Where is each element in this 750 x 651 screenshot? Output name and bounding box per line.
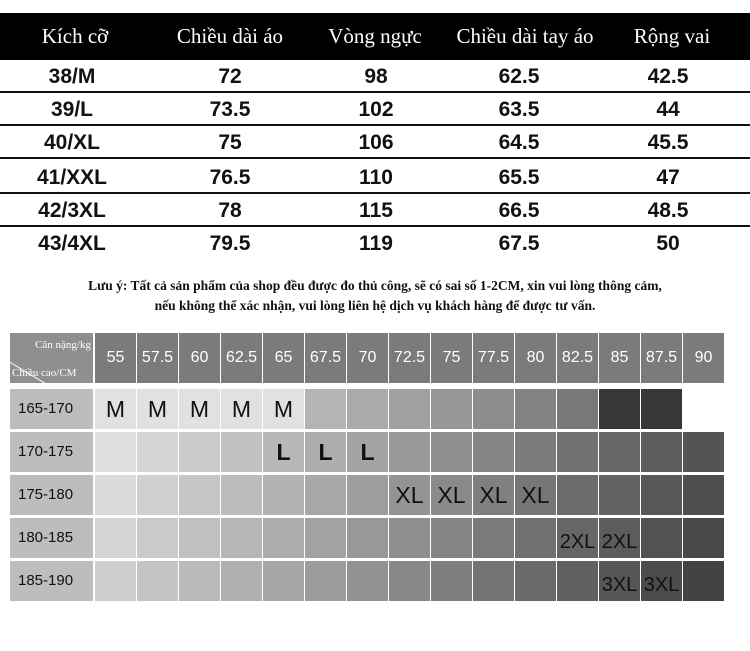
size-label: 3XL	[601, 574, 638, 596]
grid-cell	[683, 389, 724, 429]
size-cell: 45.5	[647, 131, 689, 154]
size-row	[0, 227, 750, 261]
size-cell: 42/3XL	[38, 199, 106, 222]
weight-header-cell: 75	[431, 333, 472, 383]
grid-cell	[137, 561, 178, 601]
grid-cell	[473, 389, 514, 429]
grid-cell	[179, 475, 220, 515]
size-cell: 62.5	[498, 65, 540, 88]
grid-cell	[221, 475, 262, 515]
grid-cell	[389, 432, 430, 472]
weight-axis-label: Cân nặng/kg	[35, 339, 91, 351]
grid-cell	[641, 475, 682, 515]
grid-cell	[515, 518, 556, 558]
grid-cell	[389, 389, 430, 429]
grid-cell	[431, 389, 472, 429]
size-cell: 102	[358, 98, 394, 121]
note-line-2: nếu không thể xác nhận, vui lòng liên hệ dịch vụ khách hàng để được tư vấn.	[154, 298, 596, 313]
grid-cell	[473, 561, 514, 601]
grid-cell	[263, 518, 304, 558]
size-cell: 40/XL	[43, 131, 101, 154]
grid-cell	[179, 561, 220, 601]
grid-cell	[95, 432, 136, 472]
grid-cell	[95, 518, 136, 558]
grid-cell	[599, 389, 640, 429]
size-cell: 44	[656, 98, 680, 121]
grid-cell	[347, 561, 388, 601]
weight-header-cell: 80	[515, 333, 556, 383]
grid-cell	[557, 561, 598, 601]
grid-cell	[137, 432, 178, 472]
row-divider	[0, 157, 750, 159]
size-cell: 72	[218, 65, 242, 88]
height-header-cell: 170-175	[10, 432, 93, 472]
grid-cell	[641, 518, 682, 558]
grid-cell	[179, 518, 220, 558]
size-cell: 47	[656, 166, 680, 189]
height-header-cell: 180-185	[10, 518, 93, 558]
size-cell: 48.5	[647, 199, 689, 222]
grid-cell	[473, 432, 514, 472]
size-cell: 41/XXL	[36, 166, 108, 189]
size-label: 2XL	[559, 531, 596, 553]
height-header-cell: 175-180	[10, 475, 93, 515]
size-header-cell: Vòng ngực	[328, 24, 422, 48]
grid-cell	[557, 389, 598, 429]
grid-cell	[305, 389, 346, 429]
grid-cell	[221, 561, 262, 601]
grid-cell	[347, 518, 388, 558]
size-cell: 79.5	[209, 232, 251, 255]
size-cell: 63.5	[498, 98, 540, 121]
grid-cell	[137, 475, 178, 515]
grid-cell	[389, 561, 430, 601]
grid-cell	[347, 475, 388, 515]
grid-cell	[431, 518, 472, 558]
weight-header-cell: 60	[179, 333, 220, 383]
size-row	[0, 60, 750, 94]
size-label: XL	[521, 482, 550, 508]
measurement-note	[0, 276, 750, 316]
grid-cell	[263, 475, 304, 515]
grid-cell	[683, 475, 724, 515]
size-cell: 73.5	[209, 98, 251, 121]
size-row	[0, 93, 750, 127]
weight-header-cell: 57.5	[137, 333, 178, 383]
grid-cell	[515, 432, 556, 472]
size-cell: 119	[359, 232, 393, 255]
weight-header-cell: 70	[347, 333, 388, 383]
grid-cell	[95, 475, 136, 515]
height-header-cell: 185-190	[10, 561, 93, 601]
grid-cell	[137, 518, 178, 558]
size-label: M	[231, 396, 252, 422]
size-label: XL	[437, 482, 466, 508]
size-label: XL	[395, 482, 424, 508]
size-cell: 67.5	[498, 232, 540, 255]
size-header-cell: Chiều dài tay áo	[456, 24, 594, 48]
size-cell: 98	[364, 65, 388, 88]
grid-cell	[263, 561, 304, 601]
size-row	[0, 194, 750, 228]
grid-cell	[641, 389, 682, 429]
size-cell: 66.5	[498, 199, 540, 222]
grid-cell	[431, 561, 472, 601]
grid-cell	[515, 561, 556, 601]
size-cell: 110	[359, 166, 393, 189]
size-header-cell: Rộng vai	[633, 24, 711, 48]
grid-cell	[599, 432, 640, 472]
size-row	[0, 126, 750, 160]
grid-cell	[473, 518, 514, 558]
weight-header-cell: 87.5	[641, 333, 682, 383]
grid-cell	[515, 389, 556, 429]
height-header-cell: 165-170	[10, 389, 93, 429]
weight-header-cell: 72.5	[389, 333, 430, 383]
grid-cell	[557, 475, 598, 515]
size-label: 3XL	[643, 574, 680, 596]
size-label: M	[147, 396, 168, 422]
size-label: XL	[479, 482, 508, 508]
size-cell: 38/M	[48, 65, 96, 88]
grid-cell	[305, 561, 346, 601]
size-label: 2XL	[601, 531, 638, 553]
grid-cell	[683, 518, 724, 558]
weight-header-cell: 55	[95, 333, 136, 383]
size-cell: 39/L	[50, 98, 94, 121]
size-cell: 50	[656, 232, 680, 255]
weight-header-cell: 62.5	[221, 333, 262, 383]
size-cell: 65.5	[498, 166, 540, 189]
note-line-1: Lưu ý: Tất cả sản phẩm của shop đều được đo thủ công, sẽ có sai số 1-2CM, xin vui lòng thông cảm,	[88, 278, 662, 293]
weight-height-size-grid	[10, 333, 740, 603]
grid-cell	[179, 432, 220, 472]
size-label: M	[105, 396, 126, 422]
weight-header-cell: 90	[683, 333, 724, 383]
size-label: M	[273, 396, 294, 422]
weight-header-cell: 65	[263, 333, 304, 383]
grid-cell	[683, 561, 724, 601]
grid-cell	[599, 475, 640, 515]
size-label: L	[318, 439, 333, 465]
grid-cell	[221, 432, 262, 472]
grid-cell	[431, 432, 472, 472]
grid-cell	[221, 518, 262, 558]
grid-cell	[389, 518, 430, 558]
grid-cell	[683, 432, 724, 472]
size-cell: 78	[218, 199, 242, 222]
grid-corner-header	[10, 333, 93, 383]
size-cell: 64.5	[498, 131, 540, 154]
size-cell: 75	[218, 131, 242, 154]
height-axis-label: Chiều cao/CM	[12, 367, 77, 379]
size-cell: 43/4XL	[38, 232, 106, 255]
size-cell: 42.5	[647, 65, 689, 88]
size-cell: 115	[359, 199, 393, 222]
grid-cell	[305, 518, 346, 558]
size-header-cell: Chiều dài áo	[176, 24, 284, 48]
size-cell: 106	[358, 131, 394, 154]
weight-header-cell: 85	[599, 333, 640, 383]
size-label: L	[276, 439, 291, 465]
grid-cell	[557, 432, 598, 472]
weight-header-cell: 77.5	[473, 333, 514, 383]
size-label: M	[189, 396, 210, 422]
size-row	[0, 161, 750, 195]
size-table-header	[0, 13, 750, 60]
grid-cell	[641, 432, 682, 472]
grid-cell	[95, 561, 136, 601]
grid-cell	[305, 475, 346, 515]
weight-header-cell: 82.5	[557, 333, 598, 383]
grid-cell	[347, 389, 388, 429]
weight-header-cell: 67.5	[305, 333, 346, 383]
size-label: L	[360, 439, 375, 465]
size-header-cell: Kích cỡ	[41, 24, 109, 48]
size-cell: 76.5	[209, 166, 251, 189]
